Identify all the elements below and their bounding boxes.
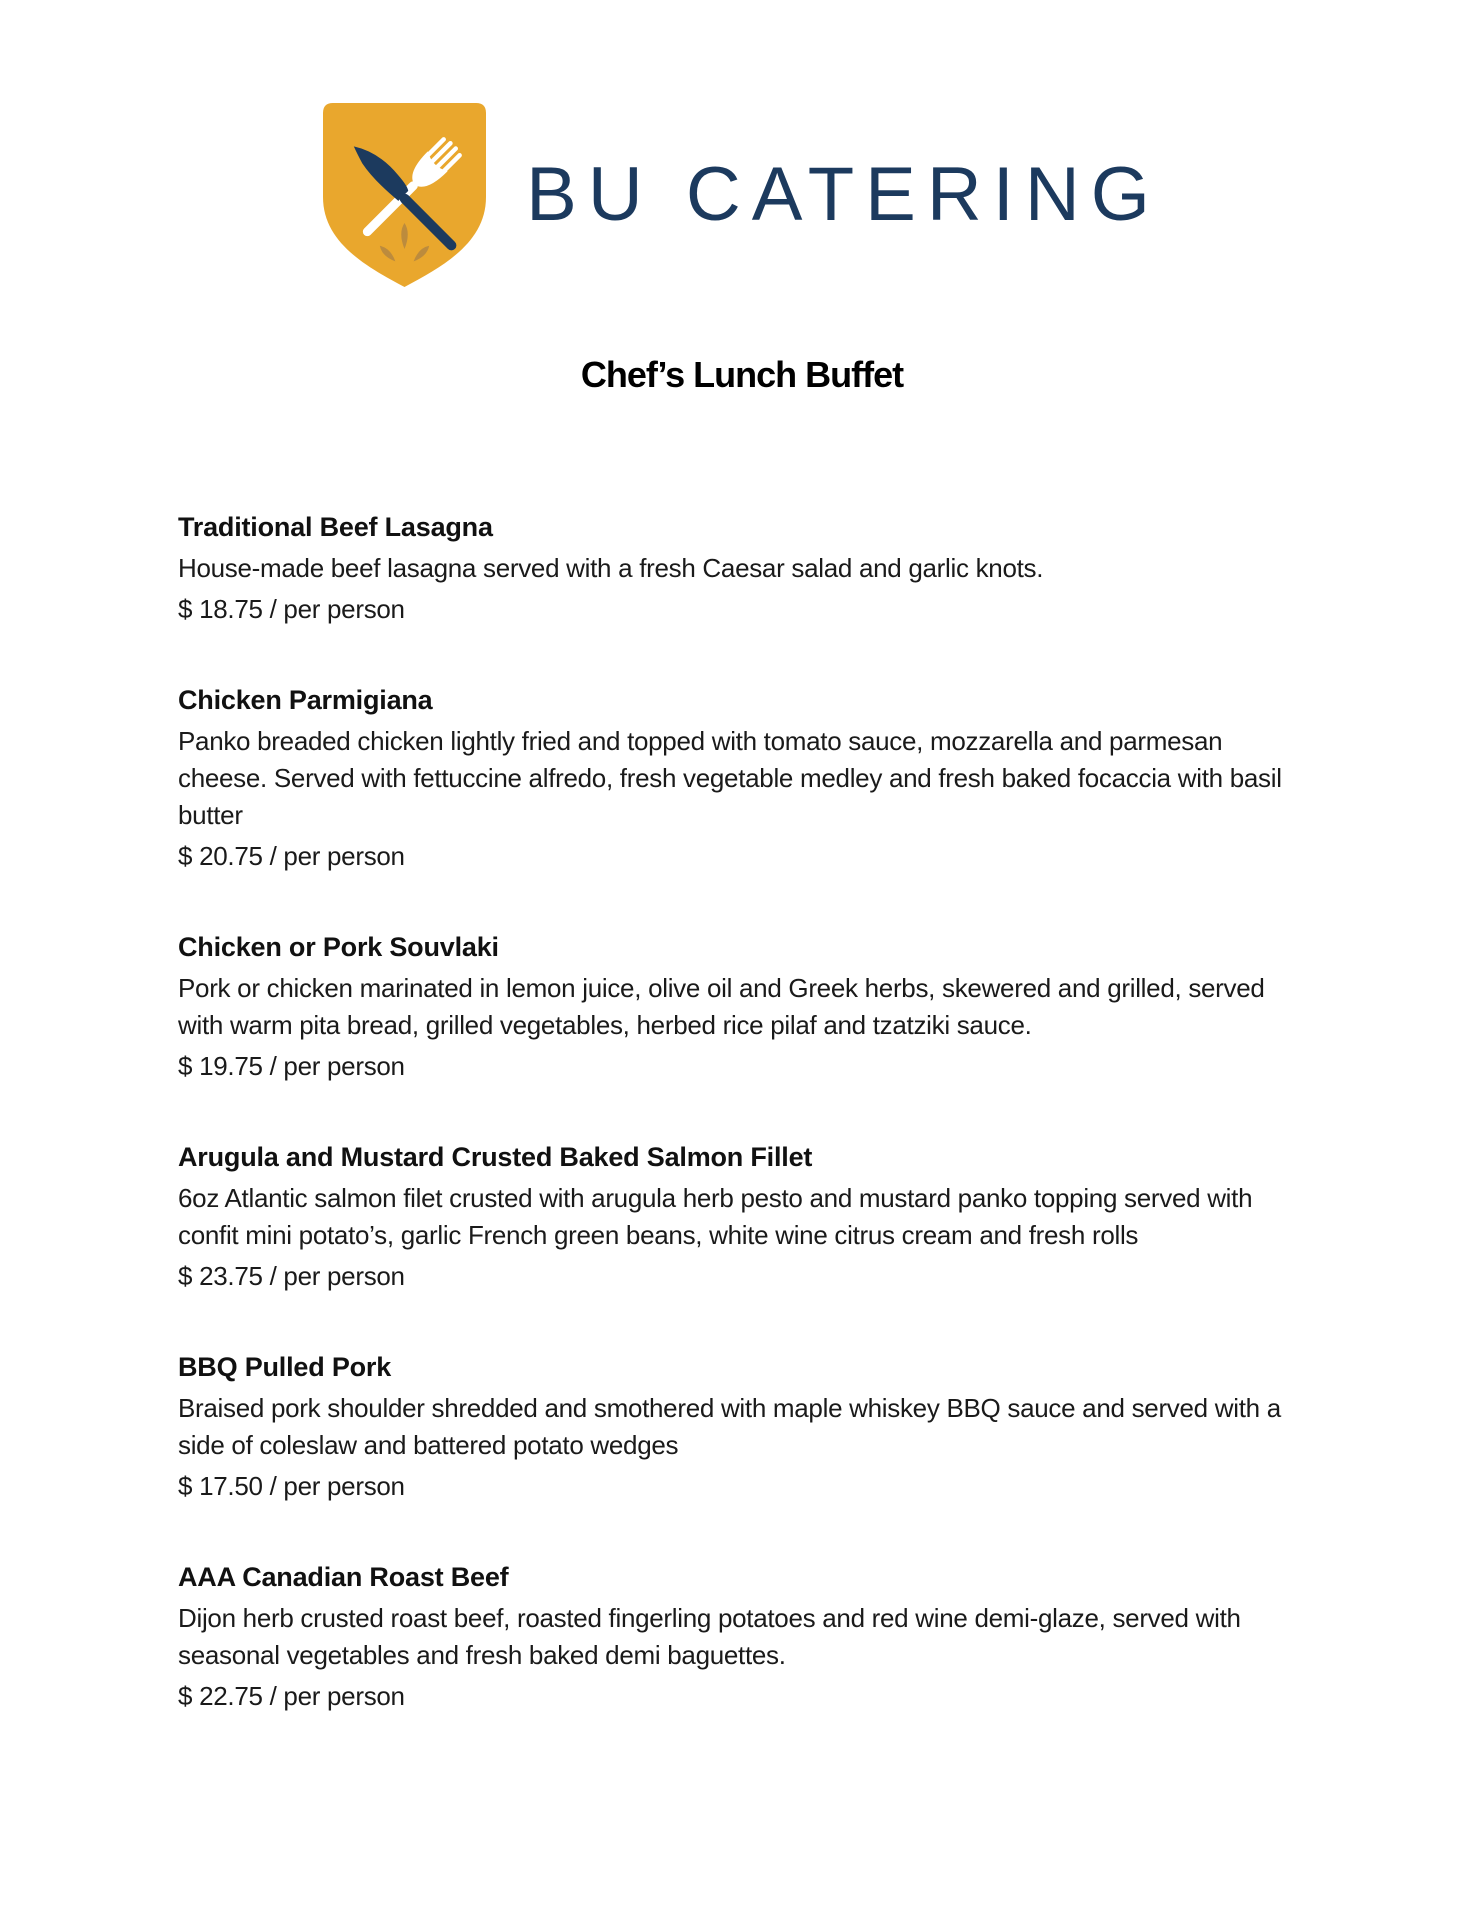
item-description: Braised pork shoulder shredded and smothered with maple whiskey BBQ sauce and served with a side of coleslaw and battered potato wedges [178, 1393, 1281, 1460]
item-name: AAA Canadian Roast Beef [178, 1562, 509, 1592]
item-name: Arugula and Mustard Crusted Baked Salmon Fillet [178, 1142, 813, 1172]
page-title: Chef’s Lunch Buffet [580, 354, 904, 395]
menu-item [178, 929, 1312, 1085]
menu-item [178, 682, 1312, 875]
item-name: Chicken or Pork Souvlaki [178, 932, 499, 962]
item-price: $ 23.75 / per person [178, 1261, 405, 1291]
item-price: $ 22.75 / per person [178, 1681, 405, 1711]
item-description: Dijon herb crusted roast beef, roasted fingerling potatoes and red wine demi-glaze, served with seasonal vegetables and fresh baked demi baguettes. [178, 1603, 1241, 1670]
bu-catering-logo [0, 0, 1484, 287]
item-price: $ 19.75 / per person [178, 1051, 405, 1081]
logo-wordmark: BU CATERING [526, 152, 1161, 237]
menu-item [178, 1559, 1312, 1715]
item-name: Traditional Beef Lasagna [178, 512, 493, 542]
item-name: BBQ Pulled Pork [178, 1352, 392, 1382]
item-description: 6oz Atlantic salmon filet crusted with arugula herb pesto and mustard panko topping served with confit mini potato’s, garlic French green beans, white wine citrus cream and fresh rolls [178, 1183, 1253, 1250]
menu-list [0, 509, 1484, 1715]
item-description: Panko breaded chicken lightly fried and topped with tomato sauce, mozzarella and parmesan cheese. Served with fettuccine alfredo, fresh vegetable medley and fresh baked focaccia with basil butter [178, 726, 1282, 830]
menu-item [178, 509, 1312, 628]
item-price: $ 20.75 / per person [178, 841, 405, 871]
item-description: House-made beef lasagna served with a fresh Caesar salad and garlic knots. [178, 553, 1044, 583]
logo-shield [323, 103, 486, 287]
menu-item [178, 1349, 1312, 1505]
menu-item [178, 1139, 1312, 1295]
item-price: $ 17.50 / per person [178, 1471, 405, 1501]
item-price: $ 18.75 / per person [178, 594, 405, 624]
item-description: Pork or chicken marinated in lemon juice, olive oil and Greek herbs, skewered and grilled, served with warm pita bread, grilled vegetables, herbed rice pilaf and tzatziki sauce. [178, 973, 1265, 1040]
item-name: Chicken Parmigiana [178, 685, 433, 715]
